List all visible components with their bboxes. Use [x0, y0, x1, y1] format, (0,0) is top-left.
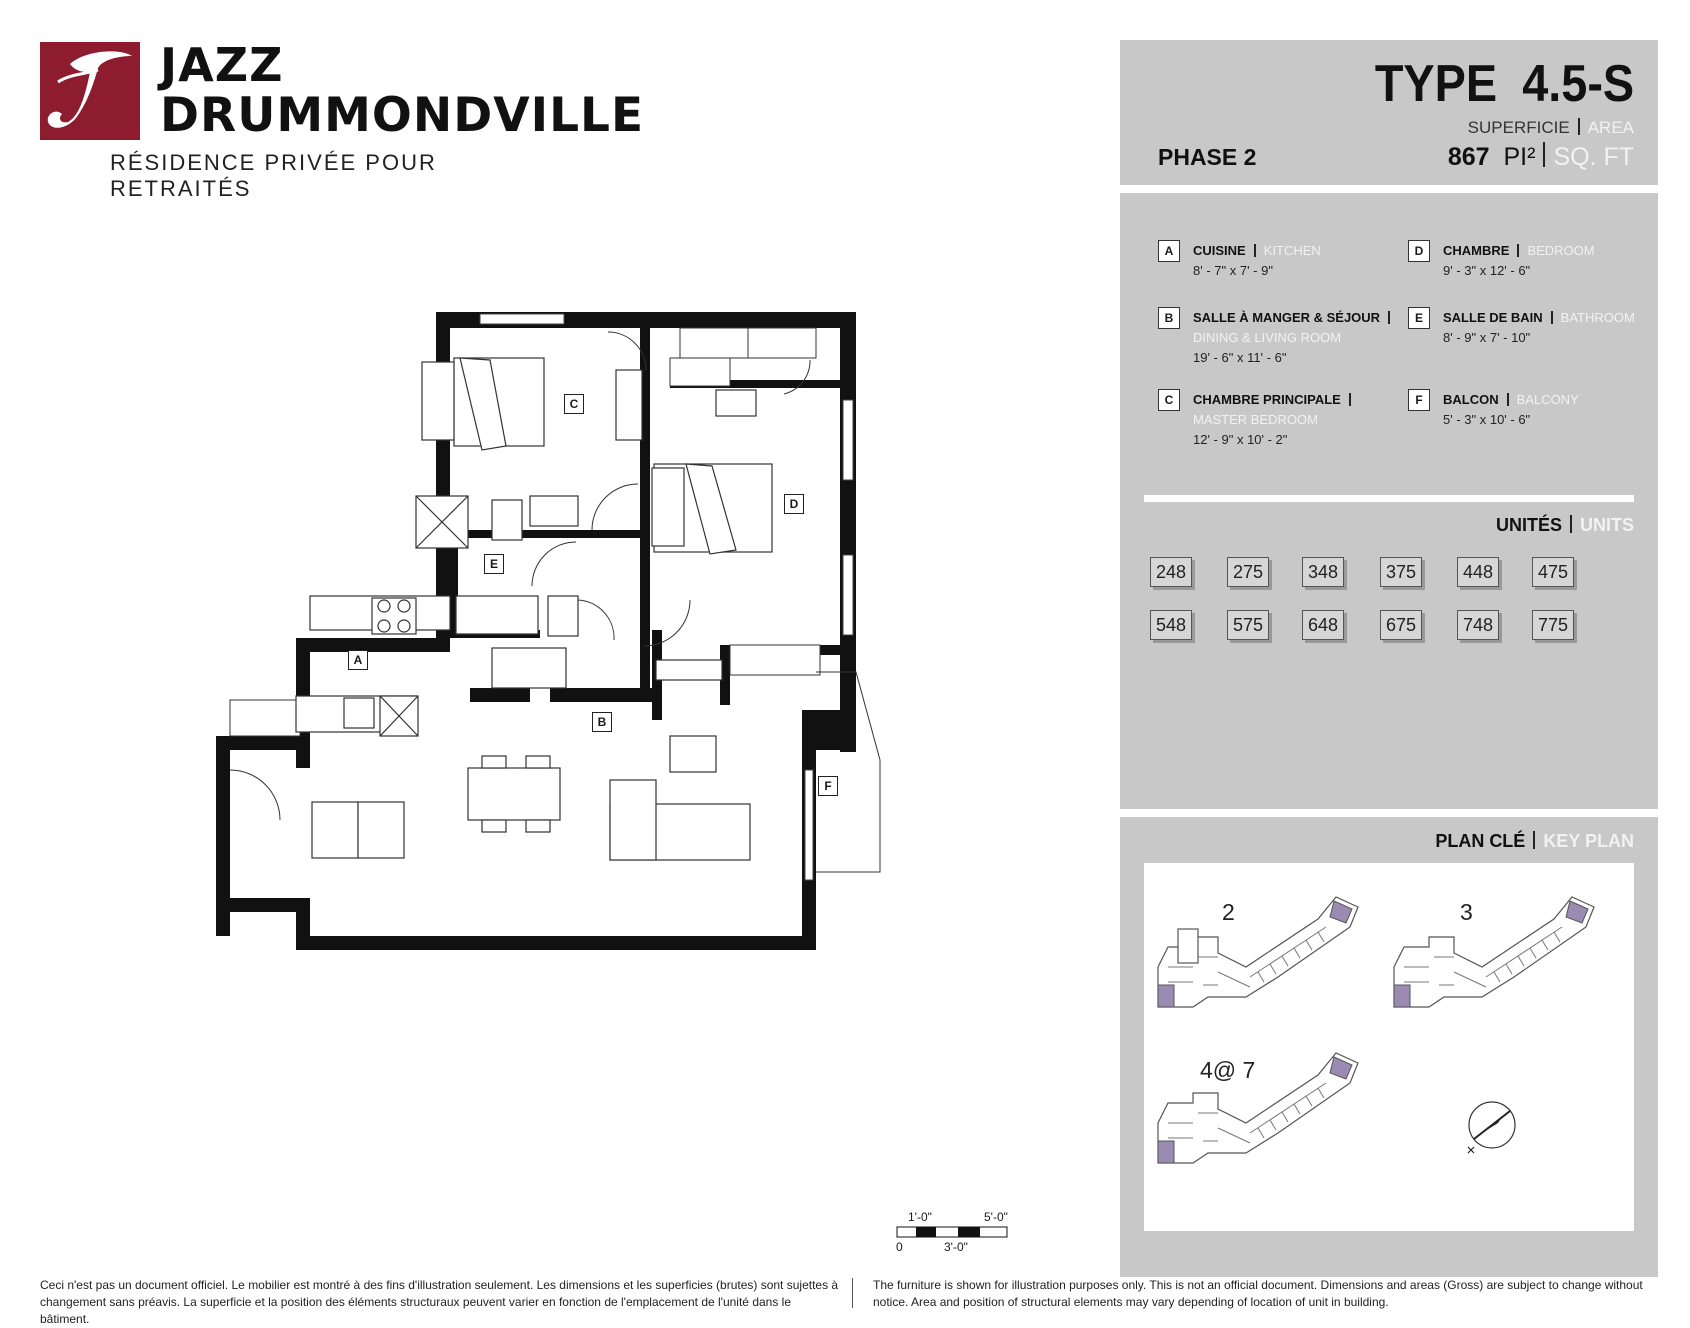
floor-plan-tag-c: C [564, 394, 584, 414]
disclaimer-fr: Ceci n'est pas un document officiel. Le mobilier est montré à des fins d'illustration seulement. Les dimensions et les superficies (brutes) sont sujettes à changement sans préavis. La superficie et la position des éléments structuraux peuvent varier en fonction de l'emplacement de l'unité dans le bâtiment. [40, 1278, 839, 1326]
separator [1388, 311, 1390, 324]
room-dimensions: 9' - 3" x 12' - 6" [1443, 263, 1531, 278]
logo-mark [40, 42, 140, 140]
room-letter: B [1158, 307, 1180, 329]
room-letter: D [1408, 240, 1430, 262]
scale-label-0: 0 [896, 1240, 903, 1254]
units-title-fr: UNITÉS [1495, 515, 1562, 535]
unit-number: 748 [1457, 610, 1499, 640]
room-name-fr: BALCON [1443, 392, 1499, 407]
separator [1254, 244, 1256, 257]
compass-icon [1468, 1102, 1515, 1153]
room-name-fr: CUISINE [1193, 243, 1246, 258]
unit-number: 548 [1150, 610, 1192, 640]
unit-type-title [1375, 54, 1634, 114]
area-unit-en: SQ. FT [1553, 143, 1634, 171]
key-plan-title-en: KEY PLAN [1543, 831, 1634, 851]
room-dimensions: 12' - 9" x 10' - 2" [1193, 432, 1288, 447]
room-dimensions: 19' - 6" x 11' - 6" [1193, 350, 1287, 365]
room-name-en: MASTER BEDROOM [1193, 412, 1318, 427]
type-code: 4.5-S [1522, 55, 1634, 113]
brand-name-line2: DRUMMONDVILLE [160, 88, 645, 143]
type-word: TYPE [1374, 55, 1497, 113]
key-plan-building-3 [1394, 897, 1594, 1007]
area-value [1448, 142, 1634, 172]
unit-number: 375 [1380, 557, 1422, 587]
separator [1543, 142, 1545, 167]
room-name-en: KITCHEN [1263, 243, 1321, 258]
separator [1578, 118, 1580, 135]
floor-plan [200, 300, 980, 960]
separator [1517, 244, 1519, 257]
key-plan-drawing [1144, 863, 1634, 1231]
key-plan-building-2 [1158, 897, 1358, 1007]
footer-divider [852, 1278, 853, 1308]
scale-label-3ft: 3'-0" [944, 1240, 968, 1254]
key-plan-panel [1120, 817, 1658, 1277]
unit-number: 475 [1532, 557, 1574, 587]
separator [1570, 515, 1572, 533]
floor-plan-tag-d: D [784, 494, 804, 514]
scale-bar [896, 1210, 1026, 1260]
key-plan-building-4-7 [1158, 1053, 1358, 1163]
room-name-en: BALCONY [1516, 392, 1579, 407]
floor-plan-tag-b: B [592, 712, 612, 732]
unit-number: 448 [1457, 557, 1499, 587]
room-letter: F [1408, 389, 1430, 411]
unit-number: 648 [1302, 610, 1344, 640]
room-name-fr: CHAMBRE PRINCIPALE [1193, 392, 1341, 407]
rooms-panel [1120, 193, 1658, 809]
key-plan-title [1435, 831, 1634, 852]
separator [1507, 393, 1509, 406]
room-name-en: DINING & LIVING ROOM [1193, 330, 1342, 345]
separator [1551, 311, 1553, 324]
area-label-fr: SUPERFICIE [1467, 118, 1570, 137]
unit-number: 775 [1532, 610, 1574, 640]
brand-name-line1: JAZZ [160, 38, 284, 92]
key-plan-label-2: 2 [1222, 899, 1235, 925]
room-name-en: BATHROOM [1560, 310, 1635, 325]
scale-label-1ft: 1'-0" [908, 1210, 932, 1224]
room-dimensions: 8' - 7" x 7' - 9" [1193, 263, 1273, 278]
unit-number: 348 [1302, 557, 1344, 587]
room-dimensions: 8' - 9" x 7' - 10" [1443, 330, 1531, 345]
phase-label: PHASE 2 [1158, 144, 1257, 170]
brand-tagline: RÉSIDENCE PRIVÉE POUR RETRAITÉS [110, 150, 437, 201]
disclaimer-en: The furniture is shown for illustration purposes only. This is not an official document. Dimensions and areas (Gross) are subject to change without notice. Area and position of structural elements may vary depending of location of unit in building. [873, 1278, 1643, 1309]
room-name-fr: SALLE À MANGER & SÉJOUR [1193, 310, 1381, 325]
unit-number: 248 [1150, 557, 1192, 587]
scale-bar-graphic [896, 1226, 1008, 1238]
units-title-en: UNITS [1580, 515, 1634, 535]
room-letter: C [1158, 389, 1180, 411]
room-letter: E [1408, 307, 1430, 329]
area-label-en: AREA [1587, 118, 1634, 137]
scale-label-5ft: 5'-0" [984, 1210, 1008, 1224]
area-unit-fr: PI² [1503, 143, 1536, 171]
area-label [1468, 118, 1634, 138]
key-plan-title-fr: PLAN CLÉ [1435, 831, 1526, 851]
floor-plan-tag-e: E [484, 554, 504, 574]
room-name-fr: CHAMBRE [1443, 243, 1510, 258]
unit-number: 675 [1380, 610, 1422, 640]
room-name-fr: SALLE DE BAIN [1443, 310, 1543, 325]
floor-plan-tag-a: A [348, 650, 368, 670]
logo [40, 38, 645, 201]
floor-plan-tag-f: F [818, 776, 838, 796]
room-letter: A [1158, 240, 1180, 262]
units-title [1496, 515, 1634, 536]
key-plan-label-3: 3 [1460, 899, 1473, 925]
room-name-en: BEDROOM [1527, 243, 1595, 258]
panel-divider [1144, 495, 1634, 502]
room-dimensions: 5' - 3" x 10' - 6" [1443, 412, 1531, 427]
unit-header-panel [1120, 40, 1658, 185]
separator [1349, 393, 1351, 406]
key-plan-label-4-7: 4@ 7 [1200, 1057, 1256, 1083]
separator [1533, 831, 1535, 849]
area-number: 867 [1447, 143, 1490, 171]
unit-number: 575 [1227, 610, 1269, 640]
furniture [296, 358, 772, 860]
unit-number: 275 [1227, 557, 1269, 587]
